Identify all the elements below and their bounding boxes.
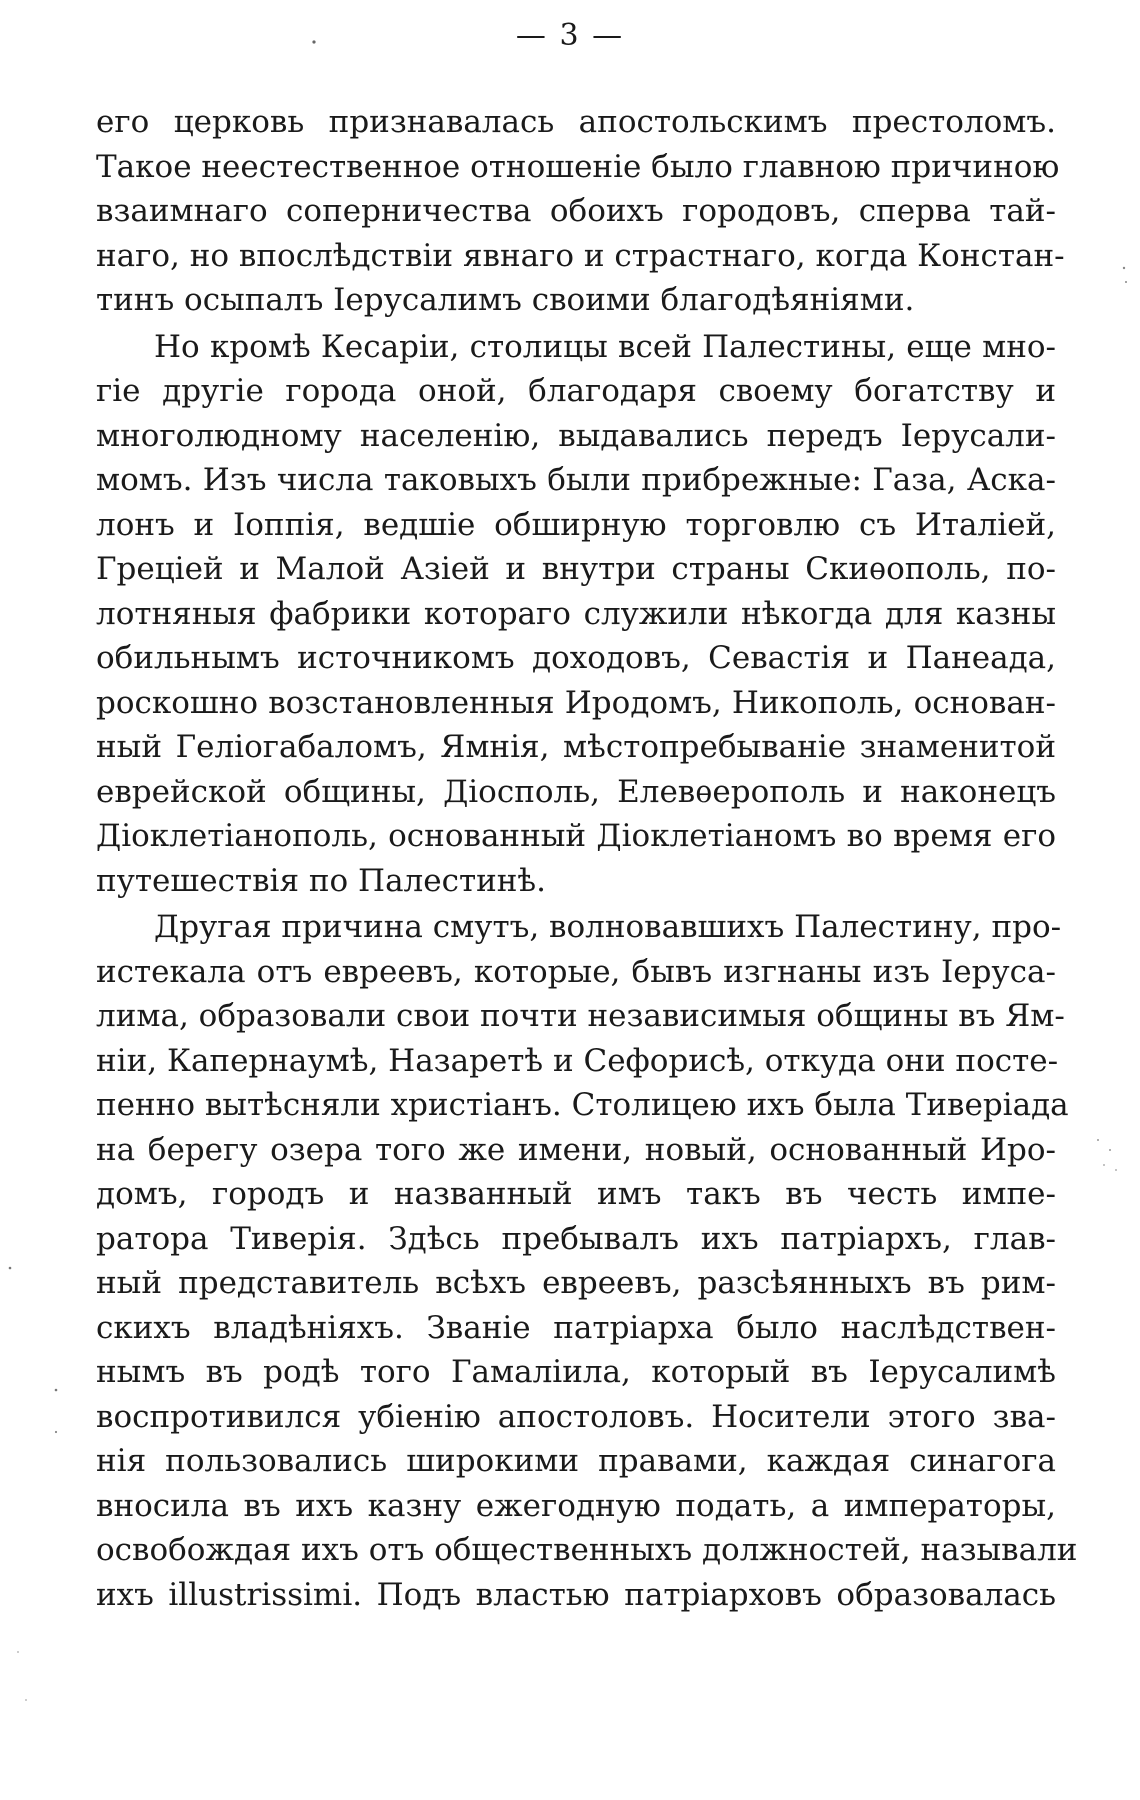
text-line: истекала отъ евреевъ, которые, бывъ изгнаны изъ Іеруса- <box>96 953 1056 990</box>
text-line: Другая причина смутъ, волновавшихъ Палестину, про- <box>154 909 1062 945</box>
text-line: ный Геліогабаломъ, Ямнія, мѣстопребываніе знаменитой <box>96 729 1056 765</box>
text-line: ніи, Капернаумѣ, Назаретѣ и Сефорисѣ, откуда они посте- <box>96 1042 1059 1079</box>
text-line: Греціей и Малой Азіей и внутри страны Скиѳополь, по- <box>96 551 1056 587</box>
text-line: Такое неестественное отношеніе было главною причиною <box>96 148 1060 185</box>
text-line: воспротивился убіенію апостоловъ. Носители этого зва- <box>96 1398 1056 1435</box>
text-line: Діоклетіанополь, основанный Діоклетіаномъ во время его <box>96 818 1056 854</box>
text-line: скихъ владѣніяхъ. Званіе патріарха было наслѣдствен- <box>96 1309 1056 1346</box>
text-line: нія пользовались широкими правами, каждая синагога <box>96 1443 1056 1479</box>
text-line: обильнымъ источникомъ доходовъ, Севастія и Панеада, <box>96 640 1056 676</box>
paragraph-3 <box>96 905 1078 1617</box>
text-line: ихъ illustrissimi. Подъ властью патріарховъ образовалась <box>96 1576 1056 1613</box>
text-line: ратора Тиверія. Здѣсь пребывалъ ихъ патріархъ, глав- <box>96 1220 1056 1257</box>
body-text <box>96 100 1078 1619</box>
page-number: — 3 — <box>515 18 625 53</box>
text-line: Но кромѣ Кесаріи, столицы всей Палестины, еще мно- <box>154 328 1056 365</box>
paragraph-2 <box>96 325 1056 904</box>
text-line: наго, но впослѣдствіи явнаго и страстнаго, когда Констан- <box>96 237 1065 274</box>
text-line: роскошно возстановленныя Иродомъ, Никополь, основан- <box>96 684 1056 721</box>
text-line: лима, образовали свои почти независимыя общины въ Ям- <box>96 998 1065 1034</box>
text-line: гіе другіе города оной, благодаря своему богатству и <box>96 373 1056 409</box>
text-line: путешествія по Палестинѣ. <box>96 862 546 899</box>
text-line: взаимнаго соперничества обоихъ городовъ, сперва тай- <box>96 193 1056 229</box>
text-line: момъ. Изъ числа таковыхъ были прибрежные: Газа, Аска- <box>96 462 1056 498</box>
text-line: на берегу озера того же имени, новый, основанный Иро- <box>96 1131 1056 1168</box>
text-line: тинъ осыпалъ Іерусалимъ своими благодѣяніями. <box>96 282 915 318</box>
text-line: нымъ въ родѣ того Гамаліила, который въ Іерусалимѣ <box>96 1354 1056 1390</box>
text-line: лотняныя фабрики котораго служили нѣкогда для казны <box>96 595 1056 632</box>
text-line: лонъ и Іоппія, ведшіе обширную торговлю съ Италіей, <box>96 506 1056 543</box>
text-line: многолюдному населенію, выдавались передъ Іерусали- <box>96 417 1056 454</box>
text-line: его церковь признавалась апостольскимъ престоломъ. <box>96 104 1056 140</box>
text-line: еврейской общины, Діосполь, Елевѳерополь и наконецъ <box>96 773 1056 810</box>
text-line: пенно вытѣсняли христіанъ. Столицею ихъ была Тиверіада <box>96 1087 1069 1123</box>
text-line: освобождая ихъ отъ общественныхъ должностей, называли <box>96 1532 1078 1568</box>
text-line: ный представитель всѣхъ евреевъ, разсѣянныхъ въ рим- <box>96 1265 1056 1301</box>
text-line: домъ, городъ и названный имъ такъ въ честь импе- <box>96 1176 1056 1212</box>
text-line: вносила въ ихъ казну ежегодную подать, а императоры, <box>96 1487 1056 1524</box>
paragraph-1 <box>96 100 1065 323</box>
